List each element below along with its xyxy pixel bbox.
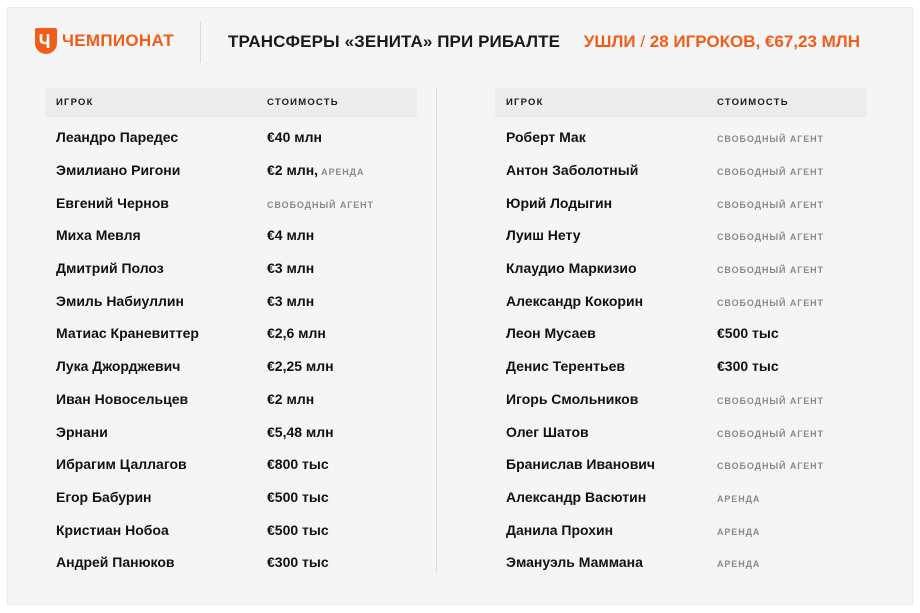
table-row xyxy=(45,448,417,481)
right-rows xyxy=(495,121,867,579)
player-name: Миха Мевля xyxy=(56,227,141,244)
cost-note: АРЕНДА xyxy=(321,167,365,178)
player-name: Леон Мусаев xyxy=(506,325,596,342)
transfer-cost xyxy=(717,489,760,505)
cost-note: СВОБОДНЫЙ АГЕНТ xyxy=(717,232,824,243)
cost-amount: €500 тыс xyxy=(267,521,329,538)
summary-separator: / xyxy=(635,32,650,51)
player-name: Евгений Чернов xyxy=(56,194,169,211)
table-row xyxy=(45,154,417,187)
cost-amount: €3 млн xyxy=(267,292,315,309)
left-rows xyxy=(45,121,417,579)
transfer-cost xyxy=(717,391,824,407)
table-row xyxy=(45,383,417,416)
summary-value: 28 ИГРОКОВ, €67,23 МЛН xyxy=(649,32,860,51)
table-row xyxy=(45,415,417,448)
cost-note: СВОБОДНЫЙ АГЕНТ xyxy=(717,428,824,439)
cost-note: СВОБОДНЫЙ АГЕНТ xyxy=(717,297,824,308)
cost-amount: €300 тыс xyxy=(267,554,329,571)
table-row xyxy=(495,481,867,514)
player-name: Эмануэль Маммана xyxy=(506,554,643,571)
table-row xyxy=(495,415,867,448)
transfer-cost xyxy=(717,554,760,570)
cost-amount: €500 тыс xyxy=(267,488,329,505)
header xyxy=(8,8,912,78)
transfer-cost xyxy=(717,162,824,178)
transfer-cost xyxy=(267,358,334,374)
player-name: Антон Заболотный xyxy=(506,162,639,179)
table-row xyxy=(45,350,417,383)
transfer-cost xyxy=(267,162,364,178)
cost-amount: €3 млн xyxy=(267,260,315,277)
column-header-player: ИГРОК xyxy=(506,97,544,108)
table-row xyxy=(495,186,867,219)
table-row xyxy=(45,219,417,252)
cost-note: АРЕНДА xyxy=(717,559,761,570)
left-table-header xyxy=(45,88,417,117)
table-row xyxy=(45,481,417,514)
table-row xyxy=(495,317,867,350)
player-name: Леандро Паредес xyxy=(56,129,179,146)
transfer-cost xyxy=(267,489,329,505)
cost-note: СВОБОДНЫЙ АГЕНТ xyxy=(717,395,824,406)
player-name: Клаудио Маркизио xyxy=(506,260,637,277)
player-name: Александр Кокорин xyxy=(506,292,644,309)
header-divider xyxy=(200,21,201,63)
cost-note: СВОБОДНЫЙ АГЕНТ xyxy=(267,199,374,210)
player-name: Александр Васютин xyxy=(506,488,647,505)
transfer-cost xyxy=(267,554,329,570)
player-name: Луиш Нету xyxy=(506,227,581,244)
table-row xyxy=(45,186,417,219)
player-name: Юрий Лодыгин xyxy=(506,194,613,211)
transfer-cost xyxy=(267,456,329,472)
cost-amount: €300 тыс xyxy=(717,358,779,375)
table-row xyxy=(495,121,867,154)
table-row xyxy=(495,219,867,252)
left-table xyxy=(45,88,417,579)
player-name: Данила Прохин xyxy=(506,521,614,538)
cost-note: АРЕНДА xyxy=(717,526,761,537)
transfer-cost xyxy=(717,456,824,472)
cost-note: СВОБОДНЫЙ АГЕНТ xyxy=(717,461,824,472)
player-name: Лука Джорджевич xyxy=(56,358,181,375)
transfer-cost xyxy=(717,358,779,374)
cost-amount: €2,25 млн xyxy=(267,358,334,375)
transfer-cost xyxy=(267,195,374,211)
cost-amount: €4 млн xyxy=(267,227,315,244)
cost-amount: €2 млн xyxy=(267,390,315,407)
brand-name: ЧЕМПИОНАТ xyxy=(62,31,174,50)
column-header-cost: СТОИМОСТЬ xyxy=(267,97,339,108)
player-name: Денис Терентьев xyxy=(506,358,625,375)
transfer-cost xyxy=(267,227,314,243)
transfer-cost xyxy=(717,129,824,145)
cost-note: СВОБОДНЫЙ АГЕНТ xyxy=(717,134,824,145)
page-title: ТРАНСФЕРЫ «ЗЕНИТА» ПРИ РИБАЛТЕ xyxy=(228,32,561,51)
transfer-cost xyxy=(267,129,322,145)
table-row xyxy=(495,448,867,481)
player-name: Бранислав Иванович xyxy=(506,456,656,473)
cost-note: АРЕНДА xyxy=(717,493,761,504)
table-row xyxy=(45,284,417,317)
table-row xyxy=(495,383,867,416)
player-name: Кристиан Нобоа xyxy=(56,521,169,538)
table-row xyxy=(45,252,417,285)
right-table xyxy=(495,88,867,579)
transfer-cost xyxy=(267,293,314,309)
cost-amount: €500 тыс xyxy=(717,325,779,342)
cost-amount: €5,48 млн xyxy=(267,423,334,440)
player-name: Роберт Мак xyxy=(506,129,586,146)
cost-amount: €800 тыс xyxy=(267,456,329,473)
cost-amount: €40 млн xyxy=(267,129,322,146)
cost-note: СВОБОДНЫЙ АГЕНТ xyxy=(717,265,824,276)
player-name: Олег Шатов xyxy=(506,423,589,440)
cost-amount: €2 млн, xyxy=(267,162,319,179)
transfer-cost xyxy=(267,522,329,538)
player-name: Матиас Краневиттер xyxy=(56,325,199,342)
cost-note: СВОБОДНЫЙ АГЕНТ xyxy=(717,199,824,210)
transfer-cost xyxy=(267,424,334,440)
table-row xyxy=(495,154,867,187)
table-row xyxy=(495,513,867,546)
table-row xyxy=(495,284,867,317)
column-header-player: ИГРОК xyxy=(56,97,94,108)
player-name: Андрей Панюков xyxy=(56,554,175,571)
player-name: Игорь Смольников xyxy=(506,390,639,407)
transfer-cost xyxy=(717,325,779,341)
player-name: Иван Новосельцев xyxy=(56,390,189,407)
summary-label: УШЛИ xyxy=(583,32,636,51)
player-name: Эмилиано Ригони xyxy=(56,162,181,179)
table-row xyxy=(45,546,417,579)
player-name: Егор Бабурин xyxy=(56,488,152,505)
cost-note: СВОБОДНЫЙ АГЕНТ xyxy=(717,167,824,178)
table-row xyxy=(495,350,867,383)
player-name: Дмитрий Полоз xyxy=(56,260,164,277)
player-name: Эрнани xyxy=(56,423,108,440)
transfer-cost xyxy=(717,424,824,440)
transfer-cost xyxy=(717,522,760,538)
transfers-card xyxy=(7,7,913,605)
column-divider xyxy=(436,88,437,573)
table-row xyxy=(45,317,417,350)
table-row xyxy=(45,121,417,154)
table-row xyxy=(495,546,867,579)
transfer-cost xyxy=(717,195,824,211)
brand-logo[interactable] xyxy=(35,28,174,54)
transfer-cost xyxy=(267,260,314,276)
cost-amount: €2,6 млн xyxy=(267,325,326,342)
player-name: Эмиль Набиуллин xyxy=(56,292,184,309)
column-header-cost: СТОИМОСТЬ xyxy=(717,97,789,108)
summary xyxy=(584,32,860,52)
transfer-cost xyxy=(267,391,314,407)
logo-shield-icon xyxy=(35,28,57,54)
transfer-cost xyxy=(267,325,326,341)
transfer-cost xyxy=(717,227,824,243)
transfer-cost xyxy=(717,260,824,276)
player-name: Ибрагим Цаллагов xyxy=(56,456,187,473)
table-row xyxy=(495,252,867,285)
table-row xyxy=(45,513,417,546)
right-table-header xyxy=(495,88,867,117)
transfer-cost xyxy=(717,293,824,309)
